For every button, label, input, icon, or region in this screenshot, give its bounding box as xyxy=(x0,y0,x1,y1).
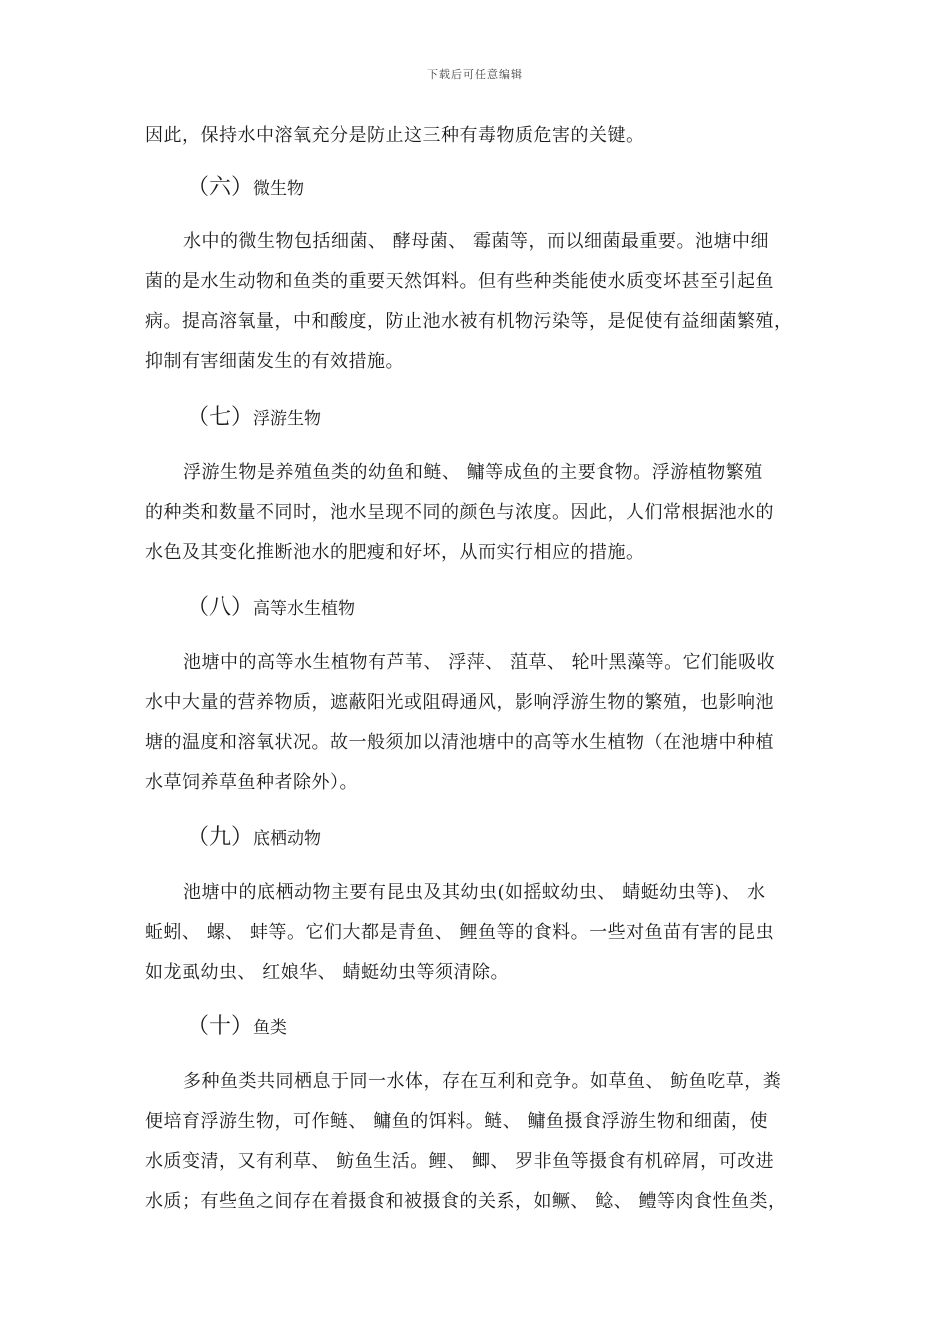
section-number: （九） xyxy=(187,825,254,850)
section-title: 鱼类 xyxy=(253,1018,287,1038)
section-number: （十） xyxy=(187,1014,254,1039)
section-title: 微生物 xyxy=(253,179,304,199)
section-heading xyxy=(187,818,321,858)
section-number: （七） xyxy=(187,405,254,430)
section-number: （六） xyxy=(187,175,254,200)
page-header-note: 下载后可任意编辑 xyxy=(427,68,523,81)
section-number: （八） xyxy=(187,595,254,620)
paragraph-line: 蚯蚓、 螺、 蚌等。它们大都是青鱼、 鲤鱼等的食料。一些对鱼苗有害的昆虫 xyxy=(145,922,775,943)
section-title: 高等水生植物 xyxy=(253,599,355,619)
section-title: 浮游生物 xyxy=(253,409,321,429)
section-heading xyxy=(187,168,304,208)
paragraph-line: 浮游生物是养殖鱼类的幼鱼和鲢、 鳙等成鱼的主要食物。浮游植物繁殖 xyxy=(183,462,763,483)
paragraph-line: 多种鱼类共同栖息于同一水体，存在互利和竞争。如草鱼、 鲂鱼吃草，粪 xyxy=(183,1071,782,1092)
section-heading xyxy=(187,1007,287,1047)
paragraph-line: 水色及其变化推断池水的肥瘦和好坏，从而实行相应的措施。 xyxy=(145,542,645,563)
paragraph-line: 菌的是水生动物和鱼类的重要天然饵料。但有些种类能使水质变坏甚至引起鱼 xyxy=(145,271,774,292)
paragraph-line: 水质；有些鱼之间存在着摄食和被摄食的关系，如鳜、 鲶、 鳢等肉食性鱼类， xyxy=(145,1191,787,1212)
section-heading xyxy=(187,588,355,628)
paragraph xyxy=(145,116,810,156)
paragraph-line: 病。提高溶氧量，中和酸度，防止池水被有机物污染等，是促使有益细菌繁殖， xyxy=(145,311,793,332)
section-heading xyxy=(187,398,321,438)
paragraph-line: 便培育浮游生物，可作鲢、 鳙鱼的饵料。鲢、 鳙鱼摄食浮游生物和细菌，使 xyxy=(145,1111,768,1132)
paragraph-line: 池塘中的高等水生植物有芦苇、 浮萍、 菹草、 轮叶黑藻等。它们能吸收 xyxy=(183,652,776,673)
section-title: 底栖动物 xyxy=(253,829,321,849)
paragraph-line: 因此，保持水中溶氧充分是防止这三种有毒物质危害的关键。 xyxy=(145,125,645,146)
paragraph xyxy=(145,222,810,382)
paragraph-line: 如龙虱幼虫、 红娘华、 蜻蜓幼虫等须清除。 xyxy=(145,962,509,983)
paragraph-line: 池塘中的底栖动物主要有昆虫及其幼虫(如摇蚊幼虫、 蜻蜓幼虫等)、 水 xyxy=(183,882,766,903)
paragraph xyxy=(145,453,810,573)
paragraph-line: 水中大量的营养物质，遮蔽阳光或阻碍通风，影响浮游生物的繁殖，也影响池 xyxy=(145,692,774,713)
paragraph-line: 塘的温度和溶氧状况。故一般须加以清池塘中的高等水生植物（在池塘中种植 xyxy=(145,732,774,753)
paragraph-line: 水质变清，又有利草、 鲂鱼生活。鲤、 鲫、 罗非鱼等摄食有机碎屑，可改进 xyxy=(145,1151,775,1172)
paragraph xyxy=(145,873,810,993)
paragraph-line: 水中的微生物包括细菌、 酵母菌、 霉菌等，而以细菌最重要。池塘中细 xyxy=(183,231,769,252)
paragraph-line: 水草饲养草鱼种者除外）。 xyxy=(145,772,358,793)
paragraph-line: 抑制有害细菌发生的有效措施。 xyxy=(145,351,404,372)
paragraph-line: 的种类和数量不同时，池水呈现不同的颜色与浓度。因此，人们常根据池水的 xyxy=(145,502,774,523)
paragraph xyxy=(145,1062,810,1222)
paragraph xyxy=(145,643,810,803)
